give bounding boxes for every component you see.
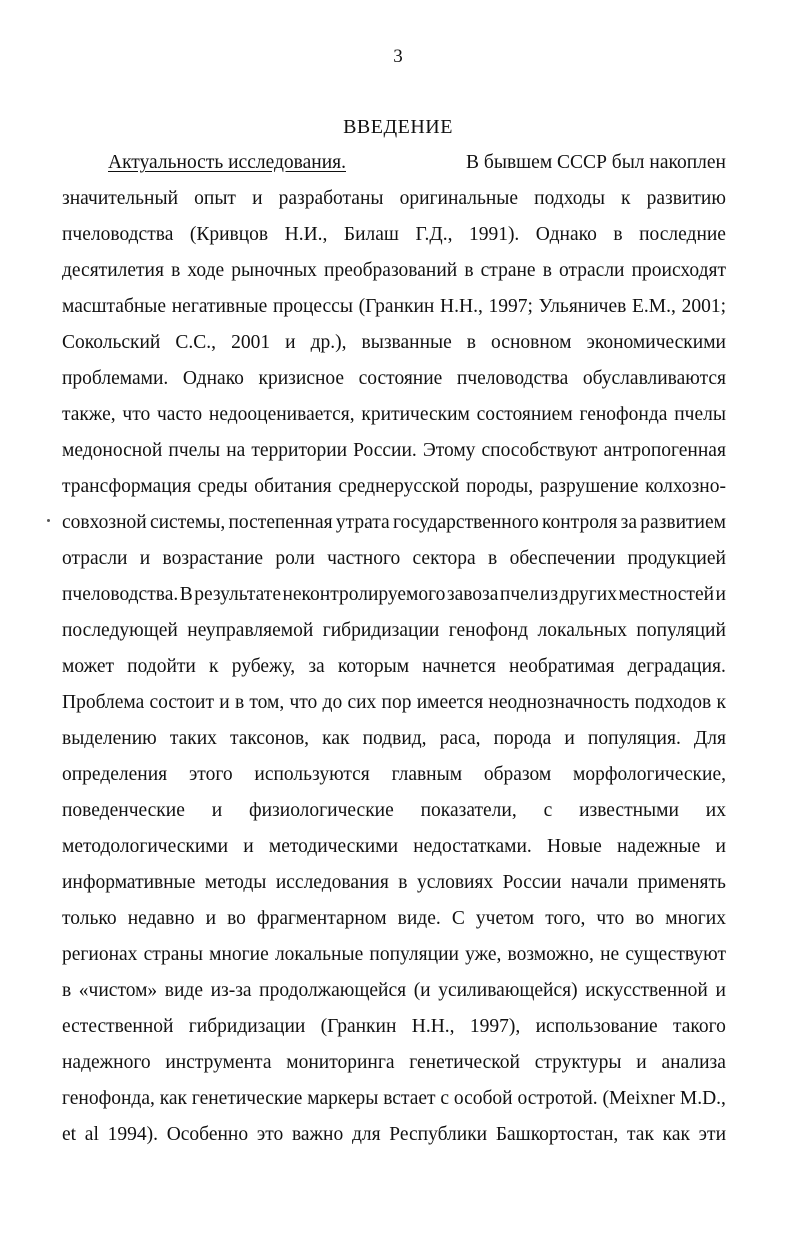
text-line: только недавно и во фрагментарном виде. С учетом того, что во многих — [62, 908, 726, 929]
text-line: в «чистом» виде из-за продолжающейся (и усиливающейся) искусственной и — [62, 980, 726, 1001]
text-line: трансформация среды обитания среднерусской породы, разрушение колхозно- — [62, 476, 726, 497]
text-line: последующей неуправляемой гибридизации генофонд локальных популяций — [62, 620, 726, 641]
text-line: выделению таких таксонов, как подвид, раса, порода и популяция. Для — [62, 728, 726, 749]
text-line: медоносной пчелы на территории России. Этому способствуют антропогенная — [62, 440, 726, 461]
text-line: информативные методы исследования в условиях России начали применять — [62, 872, 726, 893]
body-text — [62, 145, 726, 1153]
topic-label: Актуальность исследования. — [108, 152, 346, 173]
text-line: пчеловодства (Кривцов Н.И., Билаш Г.Д., 1991). Однако в последние — [62, 224, 726, 245]
text-line: также, что часто недооценивается, критическим состоянием генофонда пчелы — [62, 404, 726, 425]
section-heading: ВВЕДЕНИЕ — [343, 116, 453, 138]
text-line: et al 1994). Особенно это важно для Республики Башкортостан, так как эти — [62, 1124, 726, 1145]
text-line: генофонда, как генетические маркеры встает с особой остротой. (Meixner M.D., — [62, 1088, 726, 1109]
text-line: Проблема состоит и в том, что до сих пор имеется неоднозначность подходов к — [62, 692, 726, 713]
text-line: масштабные негативные процессы (Гранкин Н.Н., 1997; Ульяничев Е.М., 2001; — [62, 296, 726, 317]
text-line: десятилетия в ходе рыночных преобразований в стране в отрасли происходят — [62, 260, 726, 281]
page-number: 3 — [393, 46, 403, 67]
text-line: совхозной системы, постепенная утрата государственного контроля за развитием — [62, 512, 726, 533]
first-line-rest: В бывшем СССР был накоплен — [466, 152, 726, 173]
paragraph-first-line — [62, 145, 726, 181]
text-line: определения этого используются главным образом морфологические, — [62, 764, 726, 785]
text-line: естественной гибридизации (Гранкин Н.Н., 1997), использование такого — [62, 1016, 726, 1037]
text-line: методологическими и методическими недостатками. Новые надежные и — [62, 836, 726, 857]
text-line: значительный опыт и разработаны оригинальные подходы к развитию — [62, 188, 726, 209]
text-line: пчеловодства. В результате неконтролируемого завоза пчел из других местностей и — [62, 584, 726, 605]
text-line: Сокольский С.С., 2001 и др.), вызванные в основном экономическими — [62, 332, 726, 353]
scan-speck — [47, 519, 50, 522]
text-line: регионах страны многие локальные популяции уже, возможно, не существуют — [62, 944, 726, 965]
text-line: может подойти к рубежу, за которым начнется необратимая деградация. — [62, 656, 726, 677]
text-line: проблемами. Однако кризисное состояние пчеловодства обуславливаются — [62, 368, 726, 389]
text-line: отрасли и возрастание роли частного сектора в обеспечении продукцией — [62, 548, 726, 569]
text-line: надежного инструмента мониторинга генетической структуры и анализа — [62, 1052, 726, 1073]
text-line: поведенческие и физиологические показатели, с известными их — [62, 800, 726, 821]
